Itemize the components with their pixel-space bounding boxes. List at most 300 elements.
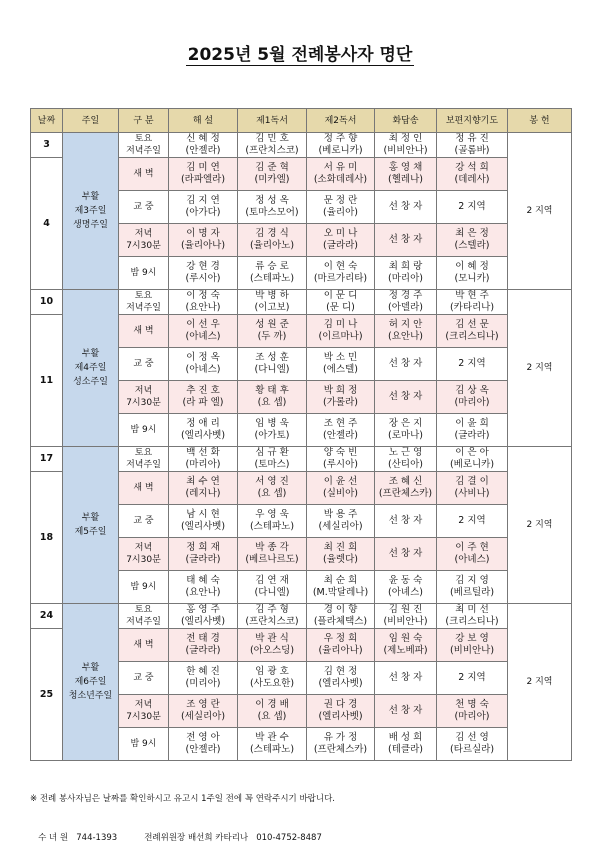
volunteer-cell (375, 505, 437, 538)
volunteer-name: 2 지역 (458, 515, 486, 526)
volunteer-name: 선 창 자 (388, 672, 423, 683)
volunteer-cell (437, 414, 508, 447)
volunteer-name: 신 혜 정 (186, 133, 220, 144)
volunteer-cell (169, 447, 238, 472)
volunteer-cell (307, 538, 375, 571)
volunteer-name: 선 창 자 (388, 548, 423, 559)
volunteer-cell (307, 604, 375, 629)
volunteer-cell (169, 662, 238, 695)
service-type-line: 밤 9시 (130, 739, 157, 749)
volunteer-name: 이 선 우 (186, 319, 220, 330)
volunteer-name: 최 진 희 (323, 542, 358, 553)
volunteer-cell (238, 629, 307, 662)
volunteer-cell (238, 695, 307, 728)
volunteer-cell (169, 224, 238, 257)
volunteer-name: 정 유 진 (455, 133, 489, 144)
volunteer-cell (169, 158, 238, 191)
volunteer-cell (307, 728, 375, 761)
volunteer-name: 최 희 랑 (388, 261, 423, 272)
volunteer-baptismal-name: (이르마나) (318, 331, 363, 342)
service-type-line: 7시30분 (126, 712, 161, 722)
volunteer-name: 김 현 정 (323, 666, 358, 677)
volunteer-baptismal-name: (스테파노) (249, 273, 295, 284)
volunteer-name: 이 윤 선 (323, 476, 358, 487)
volunteer-name: 오 미 나 (323, 228, 358, 239)
volunteer-baptismal-name: (루시아) (323, 459, 358, 470)
volunteer-name: 김 선 영 (455, 732, 489, 743)
volunteer-name: 이 은 아 (455, 447, 489, 458)
column-header: 구 분 (119, 109, 169, 133)
volunteer-baptismal-name: (토마스) (254, 459, 290, 470)
volunteer-baptismal-name: (마리아) (185, 459, 221, 470)
volunteer-name: 이 정 숙 (186, 290, 220, 301)
volunteer-cell (169, 290, 238, 315)
volunteer-baptismal-name: (골롬바) (454, 145, 490, 156)
volunteer-baptismal-name: (세실리아) (180, 711, 226, 722)
volunteer-baptismal-name: (율리아나) (180, 240, 226, 251)
volunteer-cell (437, 381, 508, 414)
service-type (119, 133, 169, 158)
service-type (119, 447, 169, 472)
volunteer-baptismal-name: (프란치스코) (245, 616, 299, 627)
volunteer-cell (169, 604, 238, 629)
volunteer-baptismal-name: (사도요한) (249, 678, 295, 689)
column-header: 주일 (63, 109, 119, 133)
volunteer-name: 김 선 문 (455, 319, 489, 330)
volunteer-name: 남 시 현 (186, 509, 220, 520)
volunteer-name: 강 현 경 (186, 261, 220, 272)
service-type-line: 토요 (134, 291, 153, 301)
volunteer-baptismal-name: (두 까) (257, 331, 287, 342)
volunteer-name: 최 수 연 (186, 476, 220, 487)
volunteer-baptismal-name: (안젤라) (185, 145, 221, 156)
volunteer-baptismal-name: (요 셉) (257, 711, 287, 722)
volunteer-baptismal-name: (요안나) (185, 587, 221, 598)
volunteer-baptismal-name: (제노베파) (383, 645, 428, 656)
volunteer-baptismal-name: (M.막달레나) (312, 587, 369, 598)
volunteer-baptismal-name: (엘리사벳) (180, 616, 226, 627)
service-type-line: 저녁주일 (126, 617, 161, 627)
service-type-line: 저녁주일 (126, 146, 161, 156)
volunteer-cell (238, 414, 307, 447)
volunteer-name: 노 근 영 (388, 447, 423, 458)
volunteer-cell (169, 414, 238, 447)
volunteer-name: 성 원 준 (255, 319, 289, 330)
volunteer-baptismal-name: (실비아) (323, 488, 358, 499)
volunteer-baptismal-name: (아가토) (254, 430, 290, 441)
volunteer-cell (307, 695, 375, 728)
service-type (119, 381, 169, 414)
volunteer-baptismal-name: (엘리사벳) (318, 678, 363, 689)
volunteer-baptismal-name: (크리스티나) (445, 616, 499, 627)
service-type-line: 7시30분 (126, 398, 161, 408)
volunteer-name: 문 정 란 (323, 195, 358, 206)
volunteer-name: 선 창 자 (388, 391, 423, 402)
volunteer-name: 박 소 민 (323, 352, 358, 363)
volunteer-name: 박 종 각 (255, 542, 289, 553)
volunteer-cell (169, 571, 238, 604)
volunteer-name: 임 병 욱 (255, 418, 289, 429)
service-type-line: 밤 9시 (130, 425, 157, 435)
volunteer-baptismal-name: (비비안나) (449, 645, 495, 656)
volunteer-name: 정 애 리 (186, 418, 220, 429)
date-cell: 4 (31, 158, 63, 290)
volunteer-cell (375, 629, 437, 662)
week-label-line: 제5주일 (74, 527, 107, 537)
volunteer-name: 이 정 옥 (186, 352, 220, 363)
volunteer-baptismal-name: (스테파노) (249, 744, 295, 755)
volunteer-baptismal-name: (비비안나) (383, 145, 428, 156)
service-type-line: 토요 (134, 134, 153, 144)
volunteer-cell (307, 224, 375, 257)
volunteer-cell (238, 472, 307, 505)
service-type-line: 새 벽 (133, 326, 154, 336)
volunteer-baptismal-name: (아가다) (185, 207, 221, 218)
volunteer-name: 장 은 지 (388, 418, 423, 429)
week-label-line: 생명주일 (73, 220, 108, 230)
volunteer-baptismal-name: (미리아) (185, 678, 221, 689)
service-type-line: 저녁주일 (126, 460, 161, 470)
volunteer-cell (169, 695, 238, 728)
volunteer-name: 최 은 정 (455, 228, 489, 239)
volunteer-baptismal-name: (안젤라) (185, 744, 221, 755)
column-header: 해 설 (169, 109, 238, 133)
volunteer-name: 전 영 아 (186, 732, 220, 743)
week-label (63, 133, 119, 290)
schedule-table (30, 108, 572, 761)
volunteer-baptismal-name: (율리아) (323, 207, 358, 218)
volunteer-baptismal-name: (크리스티나) (445, 331, 499, 342)
week-label-line: 제4주일 (74, 363, 107, 373)
volunteer-baptismal-name: (엘리사벳) (180, 521, 226, 532)
volunteer-baptismal-name: (모니카) (454, 273, 490, 284)
service-type (119, 224, 169, 257)
volunteer-baptismal-name: (아녜스) (185, 331, 221, 342)
volunteer-cell (375, 414, 437, 447)
volunteer-name: 김 경 식 (255, 228, 289, 239)
volunteer-baptismal-name: (글라라) (454, 430, 490, 441)
volunteer-baptismal-name: (베로니카) (318, 145, 363, 156)
service-type (119, 348, 169, 381)
volunteer-name: 이 혜 정 (455, 261, 489, 272)
service-type (119, 257, 169, 290)
volunteer-cell (238, 315, 307, 348)
volunteer-name: 이 명 자 (186, 228, 220, 239)
volunteer-cell (307, 191, 375, 224)
volunteer-name: 2 지역 (458, 201, 486, 212)
service-type (119, 472, 169, 505)
volunteer-cell (238, 133, 307, 158)
volunteer-baptismal-name: (스테파노) (249, 521, 295, 532)
volunteer-name: 유 가 정 (323, 732, 358, 743)
volunteer-name: 배 성 희 (388, 732, 423, 743)
column-header: 날짜 (31, 109, 63, 133)
volunteer-baptismal-name: (율리아노) (249, 240, 295, 251)
volunteer-cell (238, 447, 307, 472)
service-type (119, 191, 169, 224)
volunteer-cell (238, 505, 307, 538)
week-label-line: 성소주일 (73, 377, 108, 387)
volunteer-cell (375, 695, 437, 728)
volunteer-name: 우 정 희 (323, 633, 358, 644)
volunteer-cell (169, 472, 238, 505)
volunteer-name: 김 주 형 (255, 604, 289, 615)
volunteer-name: 이 윤 희 (455, 418, 489, 429)
volunteer-baptismal-name: (마리아) (388, 273, 423, 284)
volunteer-cell (437, 472, 508, 505)
volunteer-baptismal-name: (카타리나) (449, 302, 495, 313)
volunteer-cell (437, 224, 508, 257)
volunteer-name: 임 원 숙 (388, 633, 423, 644)
volunteer-cell (375, 133, 437, 158)
volunteer-name: 선 창 자 (388, 201, 423, 212)
service-type-line: 저녁 (134, 700, 153, 710)
volunteer-name: 정 주 향 (323, 133, 358, 144)
volunteer-cell (169, 315, 238, 348)
table-row (31, 133, 572, 158)
volunteer-cell (375, 348, 437, 381)
volunteer-cell (307, 662, 375, 695)
volunteer-name: 최 순 희 (323, 575, 358, 586)
volunteer-name: 2 지역 (458, 672, 486, 683)
volunteer-cell (307, 381, 375, 414)
volunteer-baptismal-name: (요 셉) (257, 397, 287, 408)
volunteer-cell (375, 538, 437, 571)
column-header: 봉 헌 (508, 109, 572, 133)
volunteer-cell (238, 290, 307, 315)
volunteer-cell (169, 728, 238, 761)
volunteer-baptismal-name: (율렛다) (323, 554, 358, 565)
service-type-line: 교 중 (133, 673, 154, 683)
volunteer-cell (437, 158, 508, 191)
service-type-line: 저녁 (134, 386, 153, 396)
volunteer-baptismal-name: (베르틸라) (449, 587, 495, 598)
volunteer-cell (307, 472, 375, 505)
volunteer-name: 김 민 호 (255, 133, 289, 144)
volunteer-cell (238, 257, 307, 290)
volunteer-cell (169, 381, 238, 414)
week-label-line: 제3주일 (74, 206, 107, 216)
volunteer-cell (169, 348, 238, 381)
volunteer-baptismal-name: (타르실라) (449, 744, 495, 755)
volunteer-name: 경 이 향 (323, 604, 358, 615)
volunteer-name: 양 숙 빈 (323, 447, 358, 458)
volunteer-baptismal-name: (소화데레사) (313, 174, 368, 185)
volunteer-name: 조 현 주 (323, 418, 358, 429)
title-text: 2025년 5월 전례봉사자 명단 (187, 45, 413, 65)
volunteer-baptismal-name: (레지나) (185, 488, 221, 499)
volunteer-cell (437, 571, 508, 604)
volunteer-name: 최 정 인 (388, 133, 423, 144)
volunteer-name: 김 준 혁 (255, 162, 289, 173)
volunteer-cell (169, 538, 238, 571)
volunteer-cell (437, 290, 508, 315)
week-label (63, 604, 119, 761)
week-label (63, 290, 119, 447)
volunteer-baptismal-name: (에스텔) (323, 364, 358, 375)
volunteer-name: 선 창 자 (388, 234, 423, 245)
date-cell: 10 (31, 290, 63, 315)
volunteer-name: 백 선 화 (186, 447, 220, 458)
volunteer-cell (437, 348, 508, 381)
service-type (119, 505, 169, 538)
service-type-line: 새 벽 (133, 640, 154, 650)
volunteer-cell (238, 571, 307, 604)
offering-cell: 2 지역 (508, 604, 572, 761)
volunteer-cell (375, 224, 437, 257)
volunteer-baptismal-name: (프란치스코) (245, 145, 299, 156)
service-type (119, 604, 169, 629)
volunteer-cell (238, 538, 307, 571)
service-type-line: 저녁주일 (126, 303, 161, 313)
volunteer-name: 조 성 훈 (255, 352, 289, 363)
volunteer-cell (437, 505, 508, 538)
volunteer-name: 서 영 진 (255, 476, 289, 487)
date-cell: 25 (31, 629, 63, 761)
volunteer-baptismal-name: (다니엘) (254, 587, 290, 598)
volunteer-name: 김 미 나 (323, 319, 358, 330)
service-type-line: 저녁 (134, 543, 153, 553)
volunteer-baptismal-name: (마르가리타) (313, 273, 368, 284)
volunteer-baptismal-name: (글라라) (323, 240, 358, 251)
volunteer-cell (375, 191, 437, 224)
volunteer-name: 김 상 옥 (455, 385, 489, 396)
volunteer-baptismal-name: (문 디) (326, 302, 355, 313)
volunteer-baptismal-name: (글라라) (185, 645, 221, 656)
volunteer-baptismal-name: (헬레나) (388, 174, 423, 185)
volunteer-baptismal-name: (안젤라) (323, 430, 358, 441)
date-cell: 17 (31, 447, 63, 472)
volunteer-name: 박 병 하 (255, 290, 289, 301)
volunteer-name: 천 명 숙 (455, 699, 489, 710)
column-header: 보편지향기도 (437, 109, 508, 133)
volunteer-cell (437, 315, 508, 348)
service-type (119, 662, 169, 695)
volunteer-cell (307, 505, 375, 538)
volunteer-name: 정 희 재 (186, 542, 220, 553)
volunteer-name: 이 주 현 (455, 542, 489, 553)
volunteer-baptismal-name: (프란체스카) (313, 744, 368, 755)
volunteer-cell (307, 290, 375, 315)
volunteer-cell (437, 695, 508, 728)
service-type-line: 새 벽 (133, 169, 154, 179)
service-type-line: 토요 (134, 605, 153, 615)
volunteer-cell (437, 728, 508, 761)
service-type (119, 414, 169, 447)
volunteer-name: 추 진 호 (186, 385, 220, 396)
volunteer-name: 조 영 란 (186, 699, 220, 710)
volunteer-cell (375, 472, 437, 505)
week-label-line: 부활 (81, 349, 100, 359)
volunteer-baptismal-name: (마리아) (454, 397, 490, 408)
volunteer-name: 최 미 선 (455, 604, 489, 615)
week-label-line: 제6주일 (74, 677, 107, 687)
volunteer-cell (375, 381, 437, 414)
volunteer-cell (437, 662, 508, 695)
service-type (119, 315, 169, 348)
volunteer-cell (437, 133, 508, 158)
volunteer-cell (375, 447, 437, 472)
service-type (119, 571, 169, 604)
volunteer-cell (375, 662, 437, 695)
volunteer-baptismal-name: (플라체택스) (313, 616, 368, 627)
date-cell: 18 (31, 472, 63, 604)
volunteer-name: 강 석 희 (455, 162, 489, 173)
volunteer-cell (437, 629, 508, 662)
volunteer-baptismal-name: (사비나) (454, 488, 490, 499)
volunteer-name: 김 결 이 (455, 476, 489, 487)
service-type-line: 7시30분 (126, 241, 161, 251)
volunteer-name: 김 원 진 (388, 604, 423, 615)
volunteer-name: 김 미 연 (186, 162, 220, 173)
volunteer-cell (437, 604, 508, 629)
volunteer-cell (437, 447, 508, 472)
offering-cell: 2 지역 (508, 290, 572, 447)
volunteer-cell (307, 447, 375, 472)
volunteer-name: 임 광 호 (255, 666, 289, 677)
header-row (31, 109, 572, 133)
volunteer-name: 박 관 식 (255, 633, 289, 644)
volunteer-name: 박 희 정 (323, 385, 358, 396)
volunteer-cell (169, 133, 238, 158)
service-type-line: 저녁 (134, 229, 153, 239)
volunteer-cell (169, 629, 238, 662)
date-cell: 11 (31, 315, 63, 447)
volunteer-cell (375, 257, 437, 290)
column-header: 제1독서 (238, 109, 307, 133)
volunteer-name: 윤 동 숙 (388, 575, 423, 586)
week-label-line: 부활 (81, 192, 100, 202)
volunteer-name: 김 지 영 (455, 575, 489, 586)
volunteer-cell (238, 381, 307, 414)
volunteer-cell (375, 158, 437, 191)
volunteer-name: 권 다 경 (323, 699, 358, 710)
volunteer-name: 태 혜 숙 (186, 575, 220, 586)
volunteer-baptismal-name: (비비안나) (383, 616, 428, 627)
volunteer-cell (169, 505, 238, 538)
volunteer-name: 선 창 자 (388, 705, 423, 716)
volunteer-cell (437, 191, 508, 224)
service-type-line: 밤 9시 (130, 582, 157, 592)
volunteer-name: 이 경 배 (255, 699, 289, 710)
volunteer-baptismal-name: (라파엘라) (180, 174, 226, 185)
volunteer-name: 홍 영 채 (388, 162, 423, 173)
volunteer-name: 심 규 환 (255, 447, 289, 458)
volunteer-baptismal-name: (데레사) (454, 174, 490, 185)
volunteer-name: 이 현 숙 (323, 261, 358, 272)
volunteer-baptismal-name: (마리아) (454, 711, 490, 722)
volunteer-cell (375, 571, 437, 604)
service-type (119, 728, 169, 761)
service-type-line: 토요 (134, 448, 153, 458)
volunteer-cell (437, 538, 508, 571)
volunteer-baptismal-name: (글라라) (185, 554, 221, 565)
volunteer-cell (169, 257, 238, 290)
volunteer-cell (238, 158, 307, 191)
volunteer-name: 서 유 미 (323, 162, 358, 173)
volunteer-baptismal-name: (로마나) (388, 430, 423, 441)
volunteer-baptismal-name: (다니엘) (254, 364, 290, 375)
volunteer-cell (238, 191, 307, 224)
volunteer-baptismal-name: (베르나르도) (245, 554, 299, 565)
service-type-line: 교 중 (133, 516, 154, 526)
volunteer-name: 이 문 디 (323, 290, 358, 301)
volunteer-cell (238, 224, 307, 257)
volunteer-baptismal-name: (프란체스카) (378, 488, 433, 499)
volunteer-baptismal-name: (가롤라) (323, 397, 358, 408)
volunteer-cell (238, 604, 307, 629)
volunteer-name: 선 창 자 (388, 515, 423, 526)
